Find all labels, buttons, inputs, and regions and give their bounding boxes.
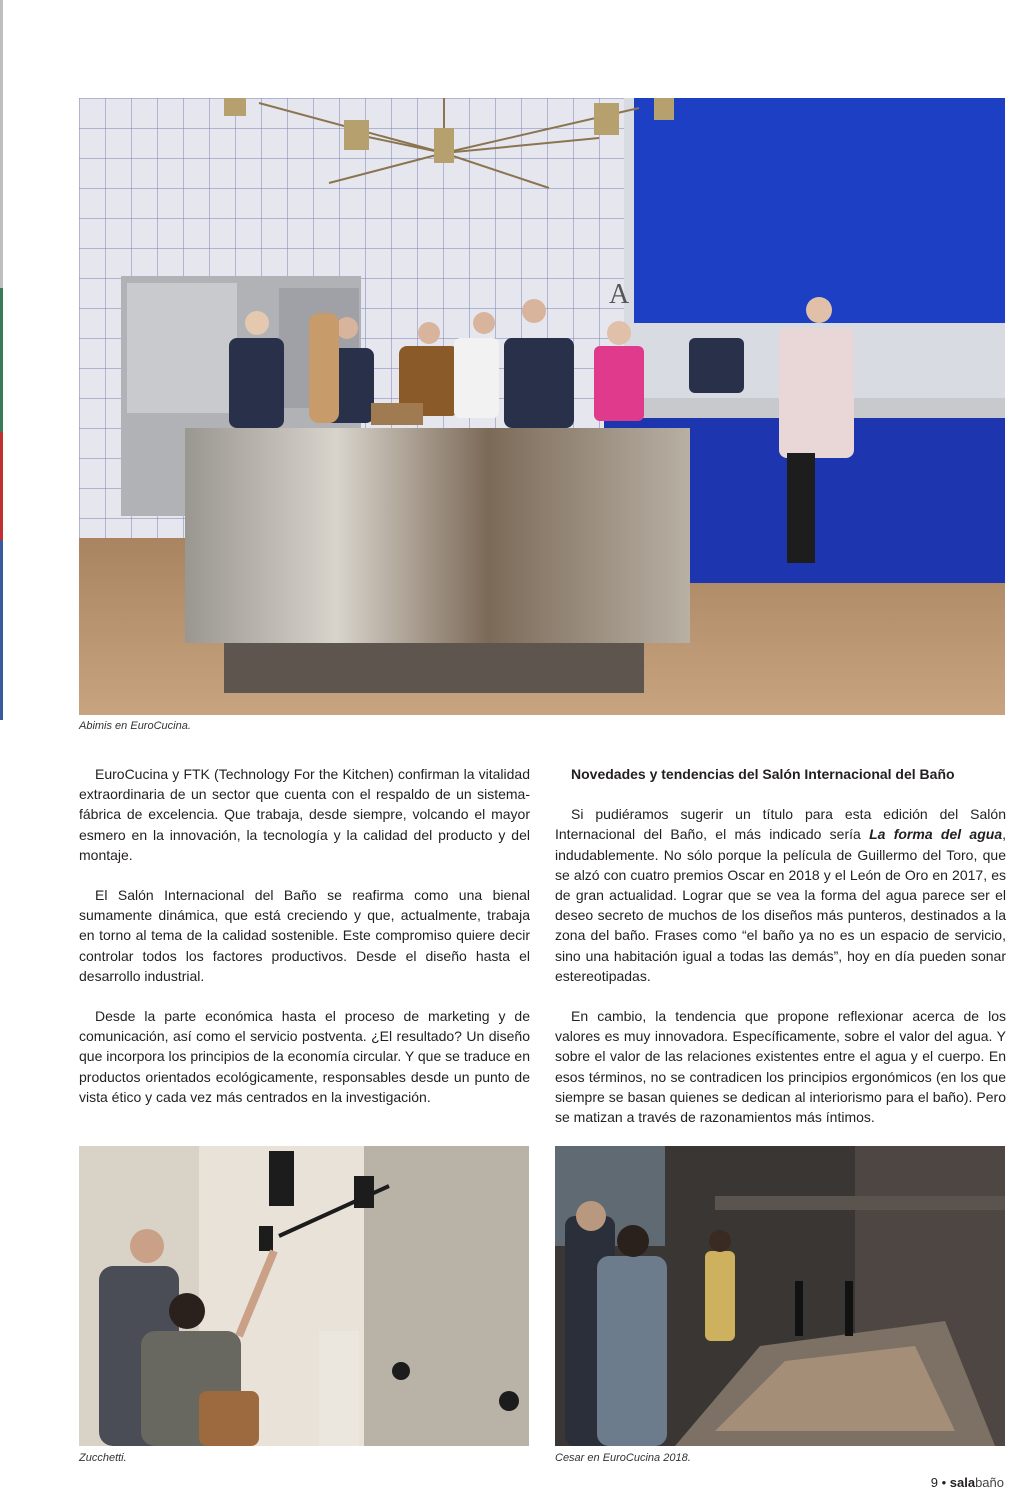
left-paragraph-2: El Salón Internacional del Baño se reafirma como una bienal sumamente dinámica, que está creciendo y que, actualmente, trabaja en torno al tema de la calidad sostenible. Este compromiso quiere decir controlar todos los factores productivos. Desde el diseño hasta el desarrollo industrial. (79, 887, 530, 984)
right-p1-rest: , indudablemente. No sólo porque la película de Guillermo del Toro, que se alzó con cuatro premios Oscar en 2018 y el León de Oro en 2017, es de gran actualidad. Lograr que se vea la forma del agua parece ser el deseo secreto de muchos de los diseños más punteros, destinados a la zona del baño. Frases como “el baño ya no es un espacio de servicio, sino una habitación igual a todas las demás”, hoy en día pueden sonar estereotipadas. (555, 826, 1006, 984)
caption-zucchetti: Zucchetti. (79, 1452, 127, 1464)
brand-bano: baño (975, 1475, 1004, 1490)
right-p1-lead: Si pudiéramos sugerir un título para esta edición del Salón Internacional del Baño, el más indicado sería (555, 806, 1006, 843)
left-column (79, 764, 530, 1107)
footer-separator: • (941, 1475, 947, 1490)
showroom-letter: A (609, 279, 630, 310)
film-title-emphasis: La forma del agua (869, 826, 1003, 843)
right-paragraph-1 (555, 804, 1006, 986)
right-paragraph-2: En cambio, la tendencia que propone reflexionar acerca de los valores es muy innovadora. Específicamente, sobre el valor del agua. Y sobre el valor de las relaciones existentes entre el agua y el cuerpo. En esos términos, no se contradicen los principios ergonómicos (en los que siempre se basan quienes se dedican al interiorismo para el baño). Pero se matizan a través de razonamientos más íntimos. (555, 1008, 1006, 1126)
page-footer (931, 1475, 1004, 1490)
left-edge-strip (0, 0, 3, 720)
caption-top-photo: Abimis en EuroCucina. (79, 720, 191, 732)
section-heading: Novedades y tendencias del Salón Internacional del Baño (571, 766, 955, 782)
left-paragraph-3: Desde la parte económica hasta el proceso de marketing y de comunicación, así como el servicio postventa. ¿El resultado? Un diseño que incorpora los principios de la economía circular. Y que se traduce en productos orientados ecológicamente, responsables desde un punto de vista ético y cada vez más centrados en la investigación. (79, 1008, 530, 1105)
caption-cesar: Cesar en EuroCucina 2018. (555, 1452, 691, 1464)
left-paragraph-1: EuroCucina y FTK (Technology For the Kitchen) confirman la vitalidad extraordinaria de un sector que cuenta con el respaldo de un sistema-fábrica de excelencia. Que trabaja, desde siempre, volcando el mayor esmero en la innovación, la tecnología y la calidad del producto y del montaje. (79, 766, 530, 863)
brand-sala: sala (949, 1475, 976, 1490)
photo-abimis-kitchen (79, 98, 1005, 715)
photo-cesar (555, 1146, 1005, 1446)
right-column (555, 764, 1006, 1127)
page-number: 9 (930, 1475, 938, 1490)
photo-zucchetti (79, 1146, 529, 1446)
